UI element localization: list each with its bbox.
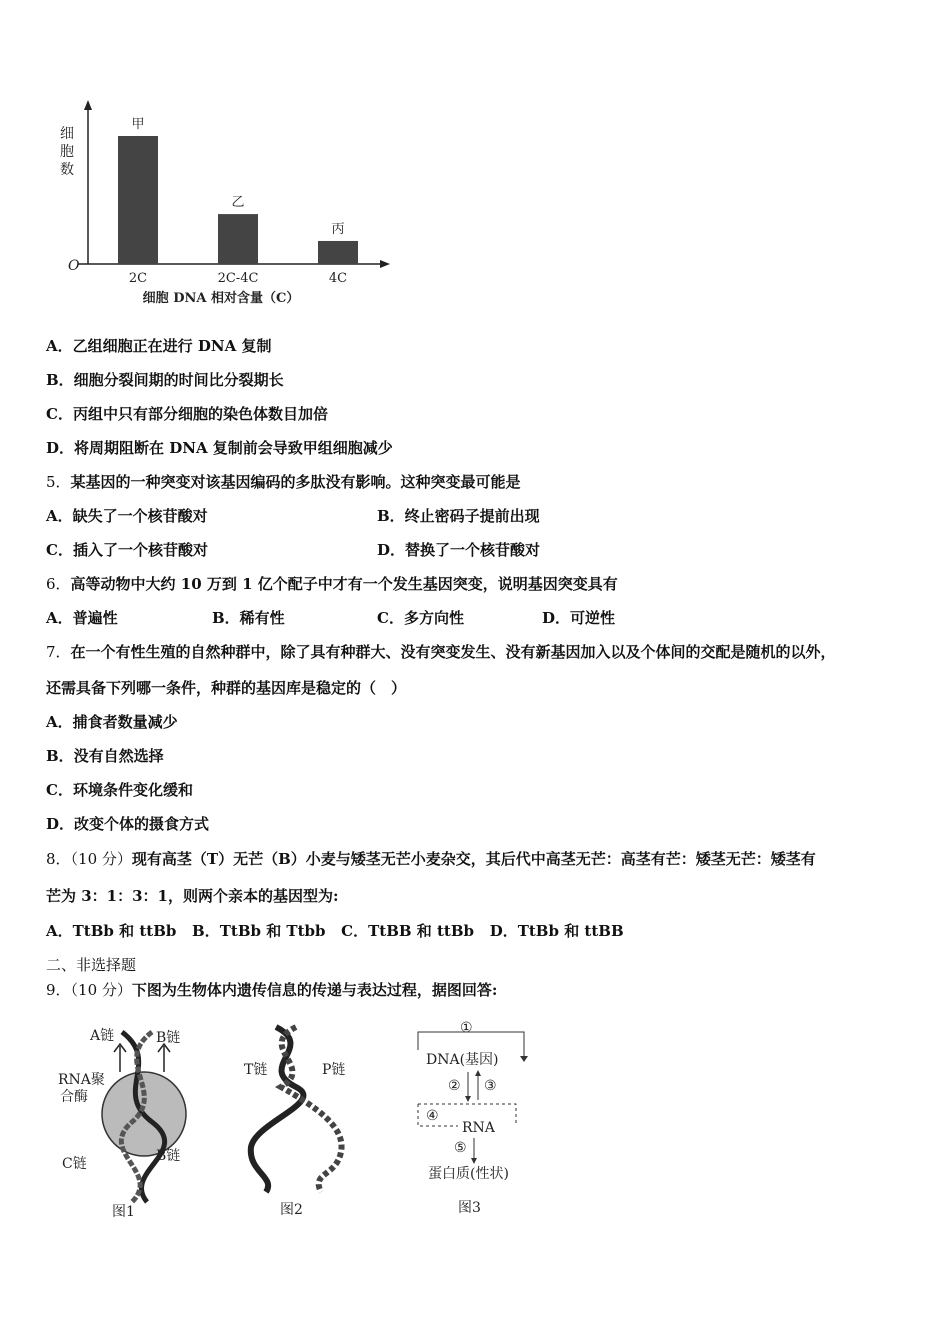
- fig1-b-chain-bottom-label: B链: [156, 1148, 181, 1164]
- q8-option-d: D．TtBb 和 ttBB: [489, 922, 624, 940]
- q7-option-d: D．改变个体的摄食方式: [46, 815, 210, 833]
- q8-options-row: [46, 921, 624, 941]
- x-tick-0: 2C: [128, 271, 148, 286]
- q9-stem: 下图为生物体内遗传信息的传递与表达过程，据图回答:: [131, 981, 498, 999]
- arrow-5-head: [471, 1158, 477, 1164]
- q9-stem-line: [46, 980, 497, 1000]
- q7-number: 7．: [46, 643, 71, 661]
- figure-2-svg: [236, 1012, 366, 1222]
- fig2-p-chain-label: P链: [322, 1062, 346, 1078]
- bar-2C: [118, 136, 158, 264]
- q5-stem-line: [46, 472, 521, 492]
- figure-2: [236, 1012, 366, 1226]
- q5-number: 5．: [46, 473, 71, 491]
- fig3-rna-label: RNA: [462, 1120, 495, 1136]
- q7-option-b: B．没有自然选择: [46, 747, 164, 765]
- q8-option-a: A．TtBb 和 ttBb: [46, 922, 177, 940]
- q5-option-d: D．替换了一个核苷酸对: [377, 541, 541, 559]
- fig1-rna-pol-label-2: 合酶: [60, 1089, 88, 1105]
- y-label-char-0: 细: [60, 126, 74, 142]
- figure-1: [52, 1012, 222, 1226]
- x-tick-1: 2C-4C: [217, 271, 259, 286]
- q4-option-d: D．将周期阻断在 DNA 复制前会导致甲组细胞减少: [46, 439, 393, 457]
- q7-option-c: C．环境条件变化缓和: [46, 781, 193, 799]
- fig3-step-3: ③: [484, 1078, 497, 1094]
- fig1-c-chain-label: C链: [62, 1156, 87, 1172]
- q6-option-d: D．可逆性: [542, 609, 616, 627]
- helix-t-strand: [251, 1027, 304, 1192]
- q4-option-a: A．乙组细胞正在进行 DNA 复制: [46, 337, 272, 355]
- q5-stem: 某基因的一种突变对该基因编码的多肽没有影响。这种突变最可能是: [70, 473, 521, 491]
- arrow-3-head: [475, 1070, 481, 1076]
- section-heading: 二、非选择题: [46, 956, 137, 974]
- x-tick-2: 4C: [328, 271, 348, 286]
- y-axis-label: [60, 126, 74, 178]
- figure-3: [408, 1012, 548, 1226]
- arrow-2-head: [465, 1096, 471, 1102]
- q6-option-c: C．多方向性: [377, 609, 464, 627]
- x-axis-title: 细胞 DNA 相对含量（C）: [142, 291, 300, 306]
- q6-option-b: B．稀有性: [212, 609, 285, 627]
- figure-1-svg: [52, 1012, 222, 1222]
- fig2-caption: 图2: [280, 1202, 303, 1218]
- q6-option-a: A．普遍性: [46, 609, 118, 627]
- fig3-step-2: ②: [448, 1078, 461, 1094]
- origin-label: O: [68, 258, 80, 274]
- x-axis-arrow: [380, 260, 390, 268]
- q5-option-c: C．插入了一个核苷酸对: [46, 541, 208, 559]
- q7-stem-line1: [46, 642, 836, 662]
- q8-number: 8．（10 分）: [46, 850, 132, 868]
- up-arrow-left-icon: [114, 1044, 126, 1072]
- fig3-protein-label: 蛋白质(性状): [428, 1166, 509, 1182]
- fig1-a-chain-label: A链: [90, 1028, 115, 1044]
- bar-label-0: 甲: [131, 117, 145, 132]
- q7-stem-line2: 还需具备下列哪一条件，种群的基因库是稳定的（ ）: [46, 679, 407, 697]
- fig1-caption: 图1: [112, 1204, 135, 1220]
- fig2-t-chain-label: T链: [244, 1062, 268, 1078]
- fig3-step-5: ⑤: [454, 1140, 467, 1156]
- bar-label-1: 乙: [231, 195, 245, 211]
- q8-stem-line2: 芒为 3：1：3：1，则两个亲本的基因型为:: [46, 887, 339, 905]
- y-axis-arrow: [84, 100, 92, 110]
- q5-option-b: B．终止密码子提前出现: [377, 507, 540, 525]
- q6-stem: 高等动物中大约 10 万到 1 亿个配子中才有一个发生基因突变，说明基因突变具有: [70, 575, 618, 593]
- fig3-caption: 图3: [458, 1200, 481, 1216]
- cell-dna-bar-chart: [46, 96, 396, 316]
- fig1-b-chain-top-label: B链: [156, 1030, 181, 1046]
- q8-option-b: B．TtBb 和 Ttbb: [192, 922, 326, 940]
- y-label-char-2: 数: [60, 162, 74, 178]
- q8-stem-line1: [46, 849, 816, 869]
- fig3-step-4: ④: [426, 1108, 439, 1124]
- up-arrow-right-icon: [158, 1044, 170, 1072]
- fig1-rna-pol-label-1: RNA聚: [58, 1072, 105, 1088]
- q6-number: 6．: [46, 575, 71, 593]
- q6-stem-line: [46, 574, 618, 594]
- q9-number: 9．（10 分）: [46, 981, 132, 999]
- q4-option-b: B．细胞分裂间期的时间比分裂期长: [46, 371, 284, 389]
- q7-stem-1: 在一个有性生殖的自然种群中，除了具有种群大、没有突变发生、没有新基因加入以及个体间的交配是随机的以外，: [70, 643, 836, 661]
- q4-option-c: C．丙组中只有部分细胞的染色体数目加倍: [46, 405, 328, 423]
- loop-arrow-icon: [520, 1056, 528, 1062]
- figure-3-svg: [408, 1012, 548, 1222]
- q8-option-c: C．TtBB 和 ttBb: [341, 922, 475, 940]
- bar-2C-4C: [218, 214, 258, 264]
- fig3-step-1: ①: [460, 1020, 473, 1036]
- bar-4C: [318, 241, 358, 264]
- q8-stem-1: 现有高茎（T）无芒（B）小麦与矮茎无芒小麦杂交，其后代中高茎无芒：高茎有芒：矮茎无芒：矮茎有: [131, 850, 816, 868]
- chart-svg: [46, 96, 396, 316]
- y-label-char-1: 胞: [60, 144, 74, 160]
- bar-label-2: 丙: [331, 221, 345, 237]
- q5-option-a: A．缺失了一个核苷酸对: [46, 507, 208, 525]
- bars-group: [118, 117, 358, 286]
- q7-option-a: A．捕食者数量减少: [46, 713, 178, 731]
- fig3-dna-label: DNA(基因): [426, 1052, 499, 1068]
